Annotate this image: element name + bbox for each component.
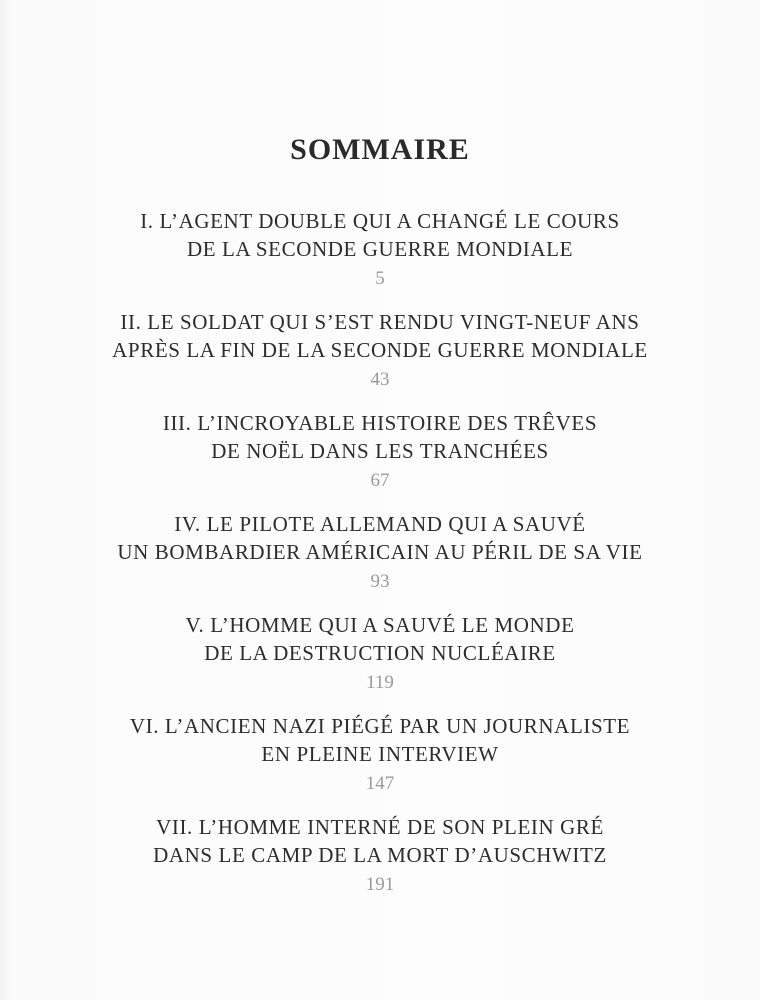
toc-entry-5[interactable] <box>0 611 760 712</box>
toc-entry-title-line-1: II. LE SOLDAT QUI S’EST RENDU VINGT-NEUF ANS <box>120 310 640 334</box>
toc-entry-1[interactable] <box>0 207 760 308</box>
toc-entry-4[interactable] <box>0 510 760 611</box>
toc-entry-3[interactable] <box>0 409 760 510</box>
toc-entry-title-line-1: V. L’HOMME QUI A SAUVÉ LE MONDE <box>185 613 575 637</box>
toc-entry-page-number: 147 <box>365 773 395 794</box>
toc-entry-title-line-1: VI. L’ANCIEN NAZI PIÉGÉ PAR UN JOURNALISTE <box>129 714 631 738</box>
toc-entry-title-line-1: I. L’AGENT DOUBLE QUI A CHANGÉ LE COURS <box>140 209 620 233</box>
toc-entry-title-line-1: III. L’INCROYABLE HISTOIRE DES TRÊVES <box>162 411 598 435</box>
toc-entry-title-line-2: DE LA DESTRUCTION NUCLÉAIRE <box>204 641 556 665</box>
toc-entry-7[interactable] <box>0 813 760 914</box>
toc-entry-page-number: 191 <box>365 874 395 895</box>
toc-entry-page-number: 43 <box>370 369 390 390</box>
toc-entry-6[interactable] <box>0 712 760 813</box>
toc-entry-title-line-2: DE NOËL DANS LES TRANCHÉES <box>211 439 549 463</box>
toc-entry-2[interactable] <box>0 308 760 409</box>
toc-entry-title-line-1: IV. LE PILOTE ALLEMAND QUI A SAUVÉ <box>174 512 586 536</box>
toc-entry-page-number: 5 <box>375 268 385 289</box>
toc-entry-title-line-2: EN PLEINE INTERVIEW <box>261 742 499 766</box>
toc-entry-page-number: 93 <box>370 571 390 592</box>
toc-entry-title-line-2: DANS LE CAMP DE LA MORT D’AUSCHWITZ <box>153 843 607 867</box>
table-of-contents <box>0 207 760 914</box>
toc-entry-title-line-2: APRÈS LA FIN DE LA SECONDE GUERRE MONDIALE <box>112 338 648 362</box>
page-title: SOMMAIRE <box>290 133 470 166</box>
toc-entry-title-line-2: UN BOMBARDIER AMÉRICAIN AU PÉRIL DE SA VIE <box>117 540 643 564</box>
toc-entry-page-number: 119 <box>366 672 394 693</box>
toc-entry-title-line-1: VII. L’HOMME INTERNÉ DE SON PLEIN GRÉ <box>156 815 604 839</box>
toc-entry-title-line-2: DE LA SECONDE GUERRE MONDIALE <box>186 237 574 261</box>
toc-entry-page-number: 67 <box>370 470 390 491</box>
